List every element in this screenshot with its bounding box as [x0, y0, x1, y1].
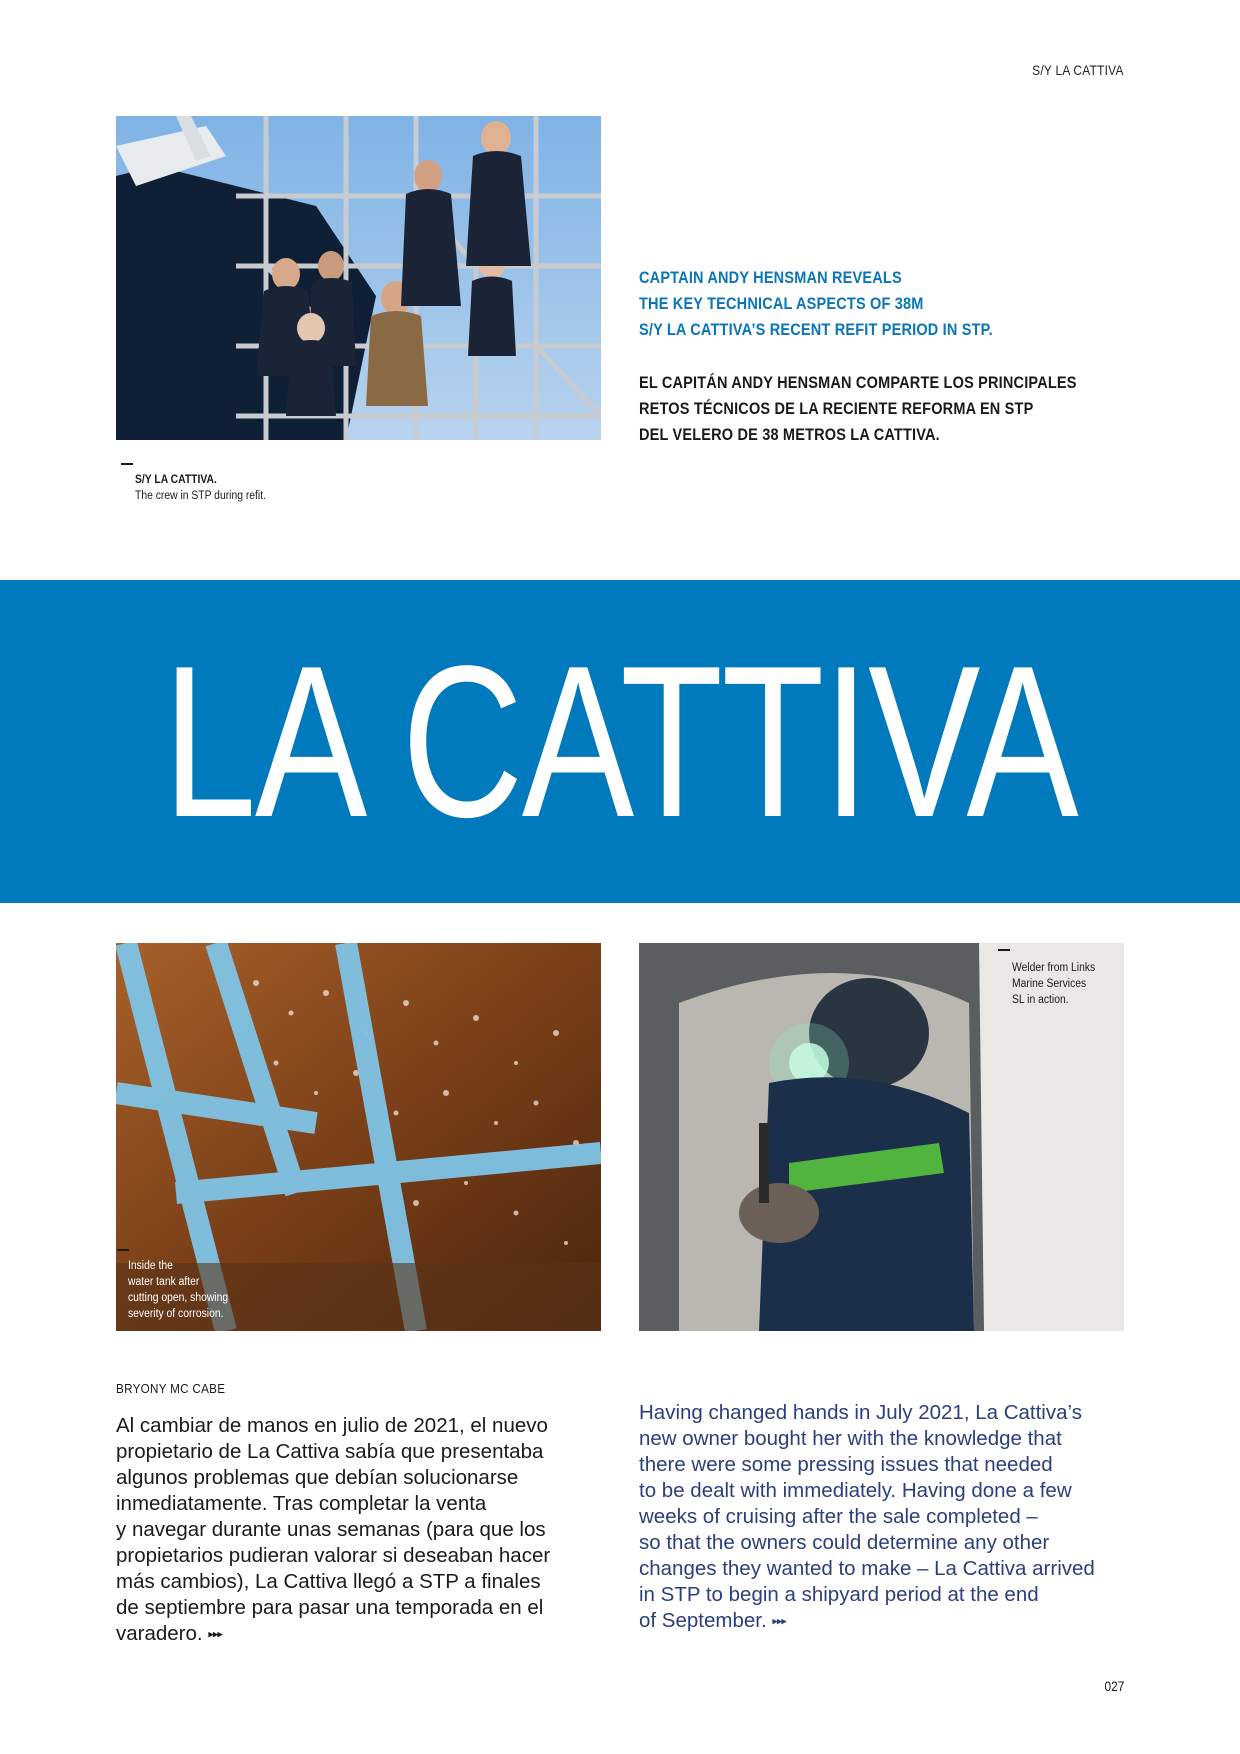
welder-caption-line: SL in action. — [1012, 994, 1069, 1006]
body-es-line: de septiembre para pasar una temporada en el — [116, 1596, 544, 1619]
body-es-line: Al cambiar de manos en julio de 2021, el nuevo — [116, 1414, 548, 1437]
intro-en-line: S/Y LA CATTIVA’S RECENT REFIT PERIOD IN STP. — [639, 321, 993, 339]
body-english — [639, 1400, 1119, 1635]
crew-caption — [135, 472, 266, 504]
body-es-line: propietario de La Cattiva sabía que presentaba — [116, 1440, 544, 1463]
intro-es-line: RETOS TÉCNICOS DE LA RECIENTE REFORMA EN STP — [639, 400, 1034, 418]
intro-en-line: THE KEY TECHNICAL ASPECTS OF 38M — [639, 295, 924, 313]
continue-arrow-icon: ▸▸▸ — [772, 1615, 786, 1628]
body-es-line: inmediatamente. Tras completar la venta — [116, 1492, 487, 1515]
welder-caption-line: Welder from Links — [1012, 962, 1096, 974]
body-en-line: to be dealt with immediately. Having done a few — [639, 1479, 1072, 1502]
body-en-line: so that the owners could determine any other — [639, 1531, 1050, 1554]
byline: BRYONY MC CABE — [116, 1381, 226, 1396]
welder-caption-line: Marine Services — [1012, 978, 1087, 990]
welder-caption — [1012, 960, 1095, 1008]
title-banner — [0, 580, 1240, 903]
intro-english — [639, 265, 1079, 343]
body-spanish — [116, 1413, 596, 1648]
intro-en-line: CAPTAIN ANDY HENSMAN REVEALS — [639, 269, 902, 287]
body-en-last-line — [639, 1608, 1119, 1635]
crew-caption-title: S/Y LA CATTIVA. — [135, 474, 217, 486]
continue-arrow-icon: ▸▸▸ — [208, 1628, 222, 1641]
page-number: 027 — [1104, 1678, 1124, 1694]
caption-dash — [121, 463, 133, 465]
tank-caption-line: water tank after — [128, 1276, 200, 1288]
banner-title: LA CATTIVA — [162, 620, 1078, 862]
body-en-line: there were some pressing issues that needed — [639, 1453, 1053, 1476]
caption-dash — [998, 949, 1010, 951]
running-head: S/Y LA CATTIVA — [1032, 62, 1124, 78]
body-en-line: in STP to begin a shipyard period at the end — [639, 1583, 1039, 1606]
body-en-line: of September. — [639, 1609, 767, 1632]
body-es-line: más cambios), La Cattiva llegó a STP a finales — [116, 1570, 541, 1593]
body-es-line: varadero. — [116, 1622, 203, 1645]
body-en-line: weeks of cruising after the sale completed – — [639, 1505, 1038, 1528]
tank-caption-line: severity of corrosion. — [128, 1308, 224, 1320]
crew-photo — [116, 116, 601, 440]
body-en-line: new owner bought her with the knowledge that — [639, 1427, 1062, 1450]
caption-dash — [117, 1249, 129, 1251]
body-es-last-line — [116, 1621, 596, 1648]
intro-es-line: EL CAPITÁN ANDY HENSMAN COMPARTE LOS PRINCIPALES — [639, 374, 1077, 392]
tank-caption-line: Inside the — [128, 1260, 173, 1272]
tank-caption — [128, 1258, 228, 1322]
crew-caption-text: The crew in STP during refit. — [135, 490, 266, 502]
body-es-line: algunos problemas que debían solucionarse — [116, 1466, 519, 1489]
body-en-line: Having changed hands in July 2021, La Cattiva’s — [639, 1401, 1082, 1424]
intro-spanish — [639, 370, 1079, 448]
tank-caption-line: cutting open, showing — [128, 1292, 229, 1304]
body-en-line: changes they wanted to make – La Cattiva arrived — [639, 1557, 1095, 1580]
intro-es-line: DEL VELERO DE 38 METROS LA CATTIVA. — [639, 426, 940, 444]
body-es-line: y navegar durante unas semanas (para que los — [116, 1518, 546, 1541]
body-es-line: propietarios pudieran valorar si deseaban hacer — [116, 1544, 551, 1567]
